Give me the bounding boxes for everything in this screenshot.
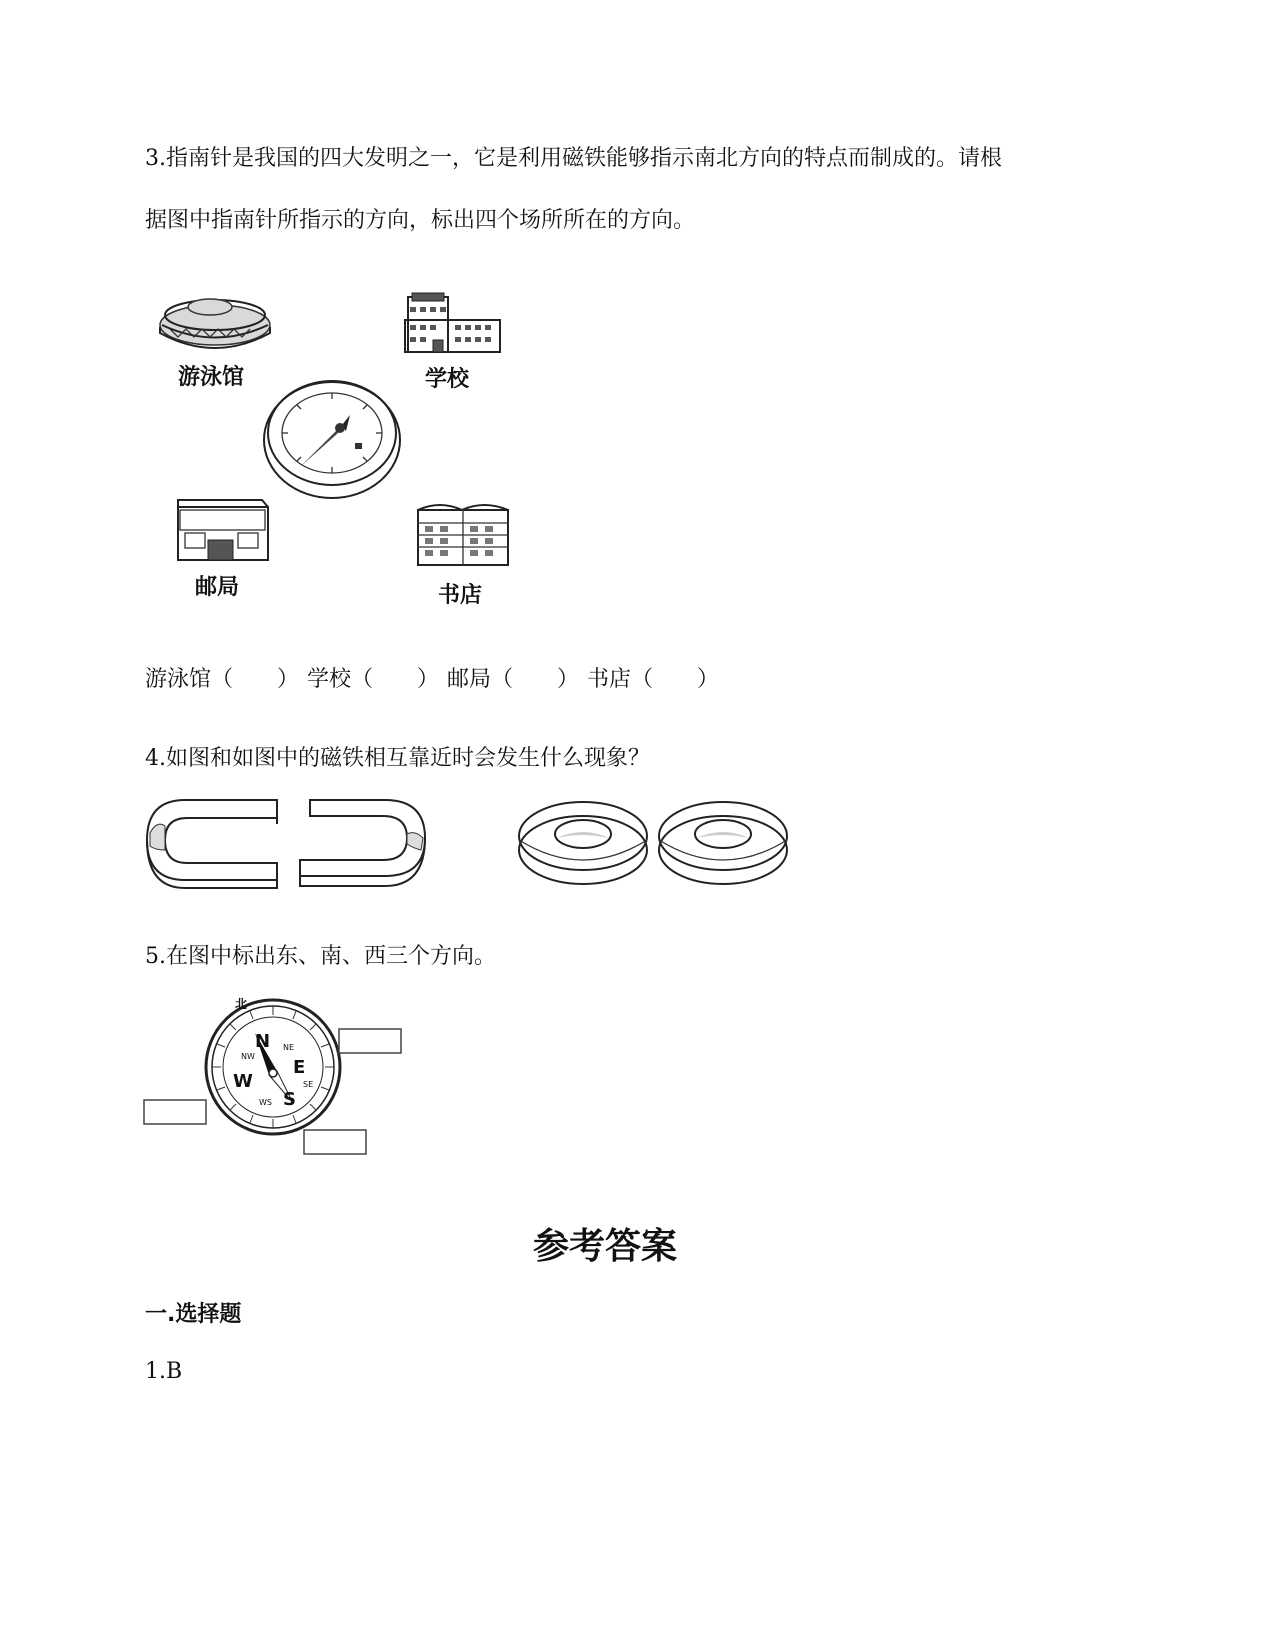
answer-swimming: 游泳馆（ ） — [145, 667, 300, 692]
q4-figure — [145, 798, 795, 893]
label-swimming-pool: 游泳馆 — [178, 365, 245, 390]
answer-title: 参考答案 — [532, 1225, 677, 1267]
q5-figure — [143, 995, 408, 1160]
label-school: 学校 — [425, 367, 470, 392]
compass-letter-w: W — [233, 1071, 253, 1092]
horseshoe-magnet-right-icon — [300, 800, 425, 886]
answer-school: 学校（ ） — [307, 667, 440, 692]
answer-box-west[interactable] — [144, 1100, 206, 1124]
compass-letter-nw: NW — [241, 1052, 255, 1061]
compass-letter-n: N — [255, 1031, 271, 1052]
compass-icon — [264, 381, 400, 498]
ring-magnet-2-icon — [659, 802, 787, 884]
compass-letter-ne: NE — [283, 1043, 295, 1052]
compass-letter-s: S — [283, 1089, 296, 1110]
section-heading: 一.选择题 — [145, 1302, 242, 1327]
compass-letter-sw: WS — [259, 1098, 272, 1107]
q3-figure — [150, 285, 530, 610]
post-office-icon — [178, 500, 268, 560]
compass-letter-e: E — [293, 1057, 306, 1078]
q3-line2: 据图中指南针所指示的方向，标出四个场所所在的方向。 — [145, 208, 696, 233]
q3-answer-row — [145, 662, 719, 693]
answer-1: 1.B — [145, 1359, 183, 1384]
compass-north-label: 北 — [235, 997, 248, 1011]
q4-text: 4.如图和如图中的磁铁相互靠近时会发生什么现象？ — [145, 746, 650, 771]
label-bookstore: 书店 — [438, 583, 483, 608]
label-post-office: 邮局 — [195, 575, 240, 600]
bookstore-icon — [418, 505, 508, 565]
compass-letter-se: SE — [303, 1080, 314, 1089]
ring-magnet-1-icon — [519, 802, 647, 884]
school-icon — [405, 293, 500, 352]
q5-text: 5.在图中标出东、南、西三个方向。 — [145, 944, 496, 969]
answer-bookstore: 书店（ ） — [587, 667, 720, 692]
answer-post-office: 邮局（ ） — [447, 667, 580, 692]
compass-dial-icon — [206, 1000, 340, 1134]
swimming-pool-icon — [160, 299, 270, 348]
horseshoe-magnet-left-icon — [147, 800, 277, 888]
q3-line1: 3.指南针是我国的四大发明之一，它是利用磁铁能够指示南北方向的特点而制成的。请根 — [145, 146, 1002, 171]
answer-box-south[interactable] — [304, 1130, 366, 1154]
answer-box-east[interactable] — [339, 1029, 401, 1053]
